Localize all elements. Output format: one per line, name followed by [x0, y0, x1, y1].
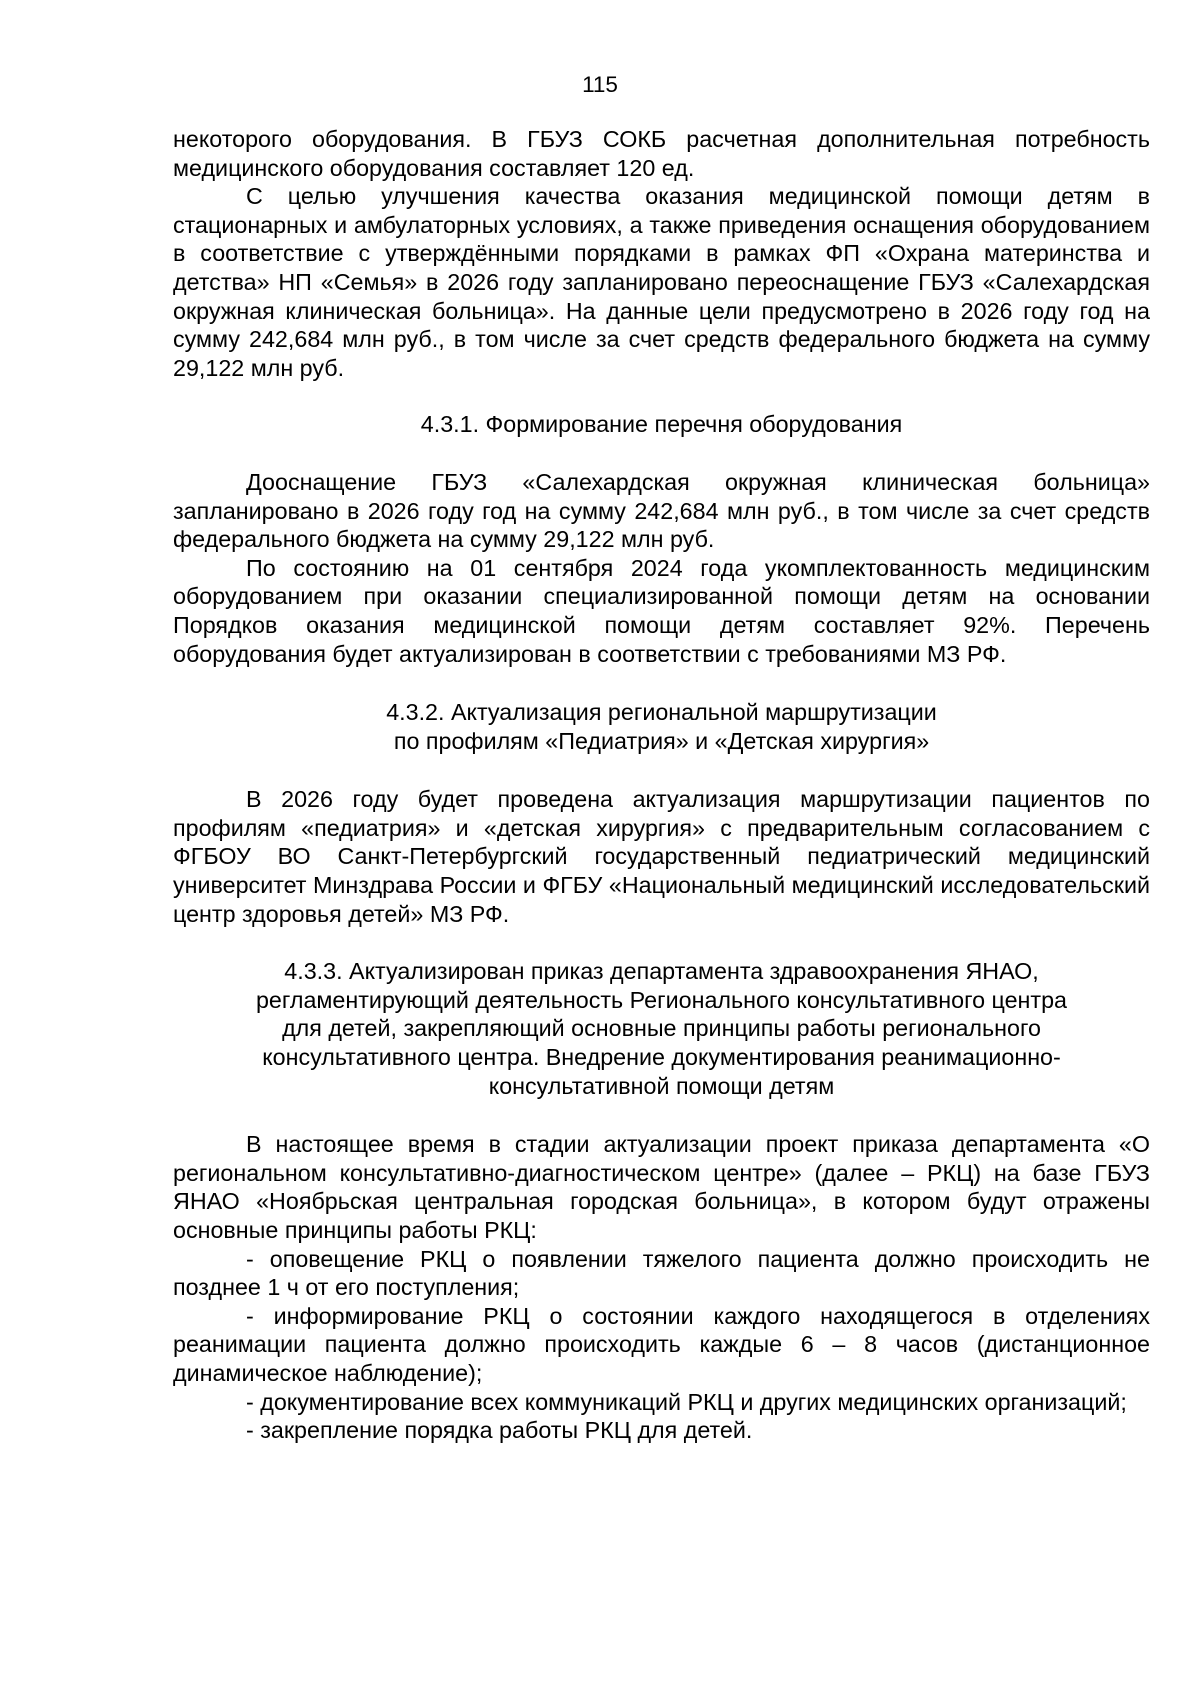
page-number: 115 [582, 72, 618, 97]
list-item: - документирование всех коммуникаций РКЦ и других медицинских организаций; [246, 1388, 1127, 1415]
document-body [173, 125, 1150, 1445]
section-heading-4-3-3 [173, 957, 1150, 1100]
section-heading-4-3-2 [173, 698, 1150, 755]
paragraph-rkc-order: В настоящее время в стадии актуализации проект приказа департамента «О региональном консультативно-диагностическом центре» (далее – РКЦ) на базе ГБУЗ ЯНАО «Ноябрьская центральная городская больница», в котором будут отражены основные принципы работы РКЦ: [173, 1131, 1150, 1243]
list-item: - оповещение РКЦ о появлении тяжелого пациента должно происходить не позднее 1 ч от его поступления; [173, 1245, 1150, 1301]
paragraph-equipment-need: некоторого оборудования. В ГБУЗ СОКБ расчетная дополнительная потребность медицинского оборудования составляет 120 ед. [173, 126, 1150, 181]
heading-line: 4.3.3. Актуализирован приказ департамента здравоохранения ЯНАО, [284, 958, 1039, 985]
paragraph-reequipment-plan: С целью улучшения качества оказания медицинской помощи детям в стационарных и амбулаторных условиях, а также приведения оснащения оборудованием в соответствие с утверждёнными порядками в рамках ФП «Охрана материнства и детства» НП «Семья» в 2026 году запланировано переоснащение ГБУЗ «Салехардская окружная клиническая больница». На данные цели предусмотрено в 2026 году год на сумму 242,684 млн руб., в том числе за счет средств федерального бюджета на сумму 29,122 млн руб. [173, 183, 1150, 381]
heading-line: для детей, закрепляющий основные принципы работы регионального [282, 1015, 1041, 1042]
heading-line: по профилям «Педиатрия» и «Детская хирургия» [393, 727, 930, 754]
heading-line: консультативной помощи детям [488, 1072, 835, 1099]
list-item: - информирование РКЦ о состоянии каждого находящегося в отделениях реанимации пациента должно происходить каждые 6 – 8 часов (дистанционное динамическое наблюдение); [173, 1302, 1150, 1386]
paragraph-additional-equipment: Дооснащение ГБУЗ «Салехардская окружная клиническая больница» запланировано в 2026 году год на сумму 242,684 млн руб., в том числе за счет средств федерального бюджета на сумму 29,122 млн руб. [173, 468, 1150, 553]
list-item: - закрепление порядка работы РКЦ для детей. [246, 1417, 753, 1444]
paragraph-equipment-staffing: По состоянию на 01 сентября 2024 года укомплектованность медицинским оборудованием при оказании специализированной помощи детям на основании Порядков оказания медицинской помощи детям составляет 92%. Перечень оборудования будет актуализирован в соответствии с требованиями МЗ РФ. [173, 554, 1150, 667]
section-heading-4-3-1: 4.3.1. Формирование перечня оборудования [420, 411, 903, 438]
heading-line: консультативного центра. Внедрение документирования реанимационно- [262, 1044, 1061, 1071]
heading-line: регламентирующий деятельность Регионального консультативного центра [255, 986, 1068, 1013]
paragraph-routing-update: В 2026 году будет проведена актуализация маршрутизации пациентов по профилям «педиатрия» и «детская хирургия» с предварительным согласованием с ФГБОУ ВО Санкт-Петербургский государственный педиатрический медицинский университет Минздрава России и ФГБУ «Национальный медицинский исследовательский центр здоровья детей» МЗ РФ. [173, 786, 1150, 927]
heading-line: 4.3.2. Актуализация региональной маршрутизации [386, 699, 937, 726]
